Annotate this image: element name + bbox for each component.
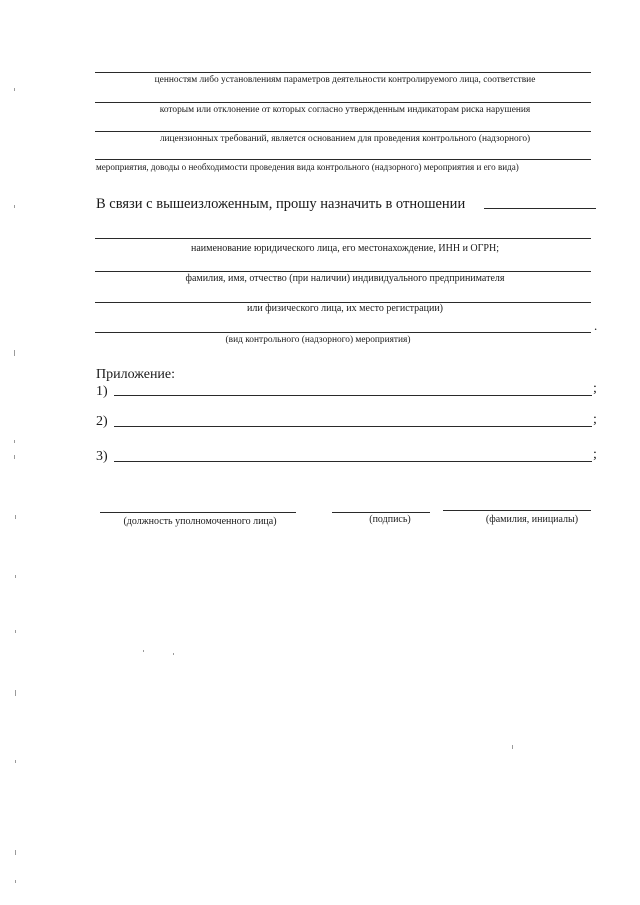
- signature-field[interactable]: [332, 512, 430, 513]
- scan-speck: [14, 88, 15, 91]
- scan-speck: [14, 205, 15, 208]
- signature-caption: (подпись): [369, 514, 411, 525]
- position-caption: (должность уполномоченного лица): [123, 516, 277, 527]
- grounds-caption-2: которым или отклонение от которых согласно утвержденным индикаторам риска нарушения: [159, 105, 531, 115]
- attachments-title: Приложение:: [96, 367, 176, 382]
- inspection-type-line[interactable]: [95, 332, 591, 333]
- name-caption: (фамилия, инициалы): [485, 514, 579, 525]
- request-heading: В связи с вышеизложенным, прошу назначить в отношении: [96, 196, 466, 212]
- subject-line-1[interactable]: [95, 238, 591, 239]
- inspection-type-end-dot: .: [594, 318, 598, 333]
- scan-speck: [173, 653, 174, 655]
- subject-line-2[interactable]: [95, 271, 591, 272]
- attachment-num-3: 3): [96, 449, 108, 464]
- attachment-num-2: 2): [96, 414, 108, 429]
- scan-speck: [14, 440, 15, 443]
- name-field[interactable]: [443, 510, 591, 511]
- scan-speck: [15, 630, 16, 633]
- scan-speck: [14, 455, 15, 459]
- attachment-end-1: ;: [593, 381, 597, 396]
- scan-speck: [512, 745, 513, 749]
- subject-caption-1: наименование юридического лица, его местонахождение, ИНН и ОГРН;: [191, 243, 499, 254]
- position-field[interactable]: [100, 512, 296, 513]
- scan-speck: [15, 760, 16, 763]
- attachment-end-2: ;: [593, 412, 597, 427]
- grounds-line-2: [95, 102, 591, 103]
- subject-caption-3: или физического лица, их место регистрации): [246, 303, 444, 314]
- attachment-end-3: ;: [593, 447, 597, 462]
- grounds-line-4: [95, 159, 591, 160]
- scan-speck: [143, 650, 144, 652]
- scan-speck: [15, 575, 16, 578]
- inspection-type-caption: (вид контрольного (надзорного) мероприятия): [225, 335, 411, 345]
- grounds-caption-1: ценностям либо установлениям параметров деятельности контролируемого лица, соответствие: [154, 75, 536, 85]
- request-subject-field[interactable]: [484, 208, 596, 209]
- scan-speck: [15, 850, 16, 855]
- scan-speck: [14, 350, 15, 356]
- subject-caption-2: фамилия, имя, отчество (при наличии) индивидуального предпринимателя: [185, 273, 505, 284]
- grounds-line-1: [95, 72, 591, 73]
- attachment-num-1: 1): [96, 384, 108, 399]
- grounds-line-3: [95, 131, 591, 132]
- attachment-line-1[interactable]: [114, 395, 592, 396]
- attachment-line-3[interactable]: [114, 461, 592, 462]
- scan-speck: [15, 690, 16, 696]
- attachment-line-2[interactable]: [114, 426, 592, 427]
- scan-speck: [15, 515, 16, 519]
- scan-speck: [15, 880, 16, 883]
- grounds-caption-3: лицензионных требований, является основанием для проведения контрольного (надзорного): [159, 134, 531, 144]
- grounds-caption-4: мероприятия, доводы о необходимости проведения вида контрольного (надзорного) мероприятия и его вида): [96, 162, 519, 172]
